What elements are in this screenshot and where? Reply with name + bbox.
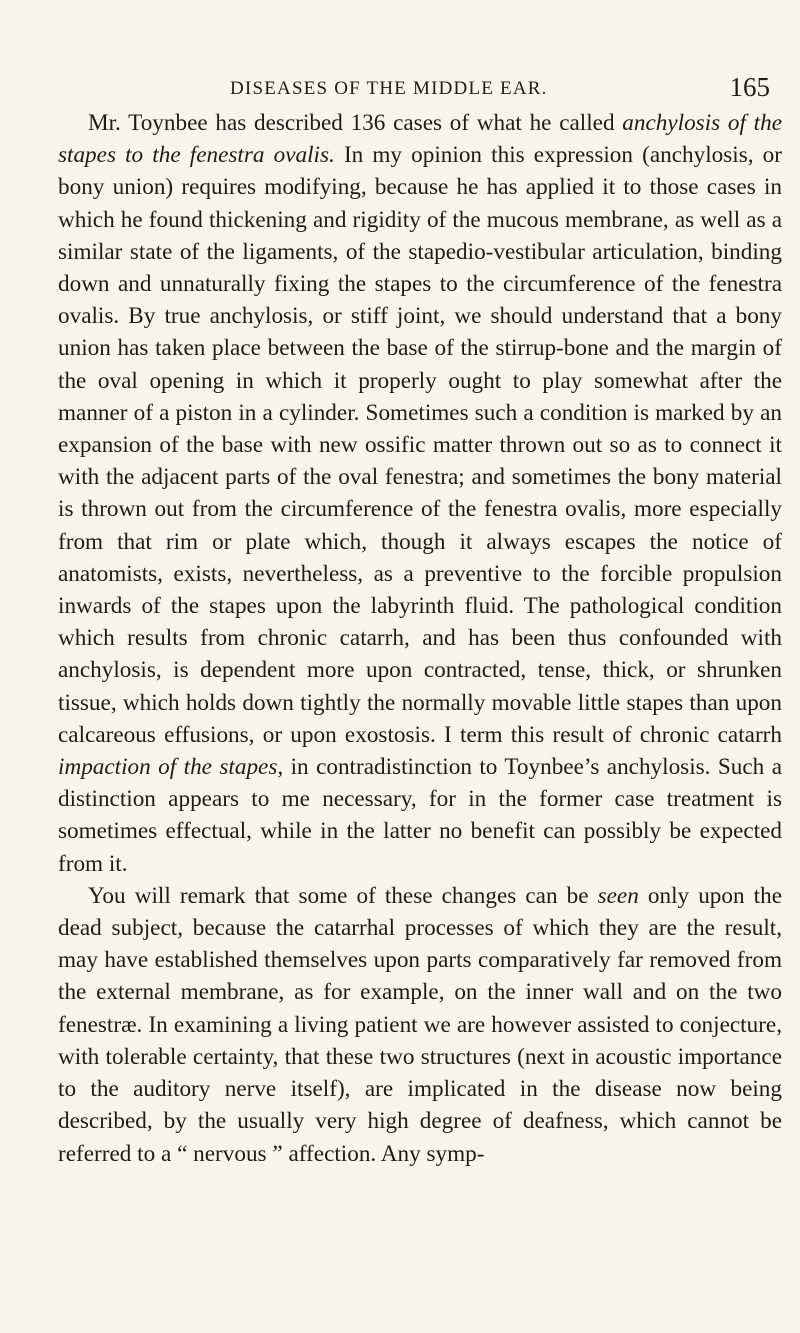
page-header [92,72,770,112]
text-run: Mr. Toynbee has described 136 cases of what he called [88,110,623,136]
text-run: in contradistinction to Toynbee’s anchylosis. Such a distinction appears to me necessary, for in the former case treatment is sometimes effectual, while in the latter no benefit can possibly be expected from it. [58,754,783,877]
paragraph [58,880,782,1170]
text-run: You will remark that some of these changes can be [88,882,598,909]
text-run: In my opinion this expression (anchylosis, or bony union) requires modifying, because he has applied it to those cases in which he found thickening and rigidity of the mucous membrane, as well as a similar state of the ligaments, of the stapedio-vestibular articulation, binding down and unnaturally fixing the stapes to the circumference of the fenestra ovalis. By true anchylosis, or stiff joint, we should understand that a bony union has taken place between the base of the stirrup-bone and the margin of the oval opening in which it properly ought to play somewhat after the manner of a piston in a cylinder. Sometimes such a condition is marked by an expansion of the base with new ossific matter thrown out so as to connect it with the adjacent parts of the oval fenestra; and sometimes the bony material is thrown out from the circumference of the fenestra ovalis, more especially from that rim or plate which, though it always escapes the notice of anatomists, exists, nevertheless, as a preventive to the forcible propulsion inwards of the stapes upon the labyrinth fluid. The pathological condition which results from chronic catarrh, and has been thus confounded with anchylosis, is dependent more upon contracted, tense, thick, or shrunken tissue, which holds down tightly the normally movable little stapes than upon calcareous effusions, or upon exostosis. I term this result of chronic catarrh [58,142,782,748]
page-number: 165 [729,72,770,102]
italic-text-run: anchylosis of the stapes to the fenestra ovalis. [58,110,782,169]
running-title: DISEASES OF THE MIDDLE EAR. [230,78,548,99]
italic-text-run: seen [597,882,639,909]
italic-text-run: impaction of the stapes, [58,754,284,781]
text-run: only upon the dead subject, because the catarrhal processes of which they are the result, may have established themselves upon parts comparatively far removed from the external membrane, as for example, on the inner wall and on the two fenestræ. In examining a living patient we are however assisted to conjecture, with tolerable certainty, that these two structures (next in acoustic importance to the auditory nerve itself), are implicated in the disease now being described, by the usually very high degree of deafness, which cannot be referred to a “ nervous ” affection. Any symp- [58,882,782,1167]
paragraph [58,107,782,880]
body-text [58,107,782,1170]
